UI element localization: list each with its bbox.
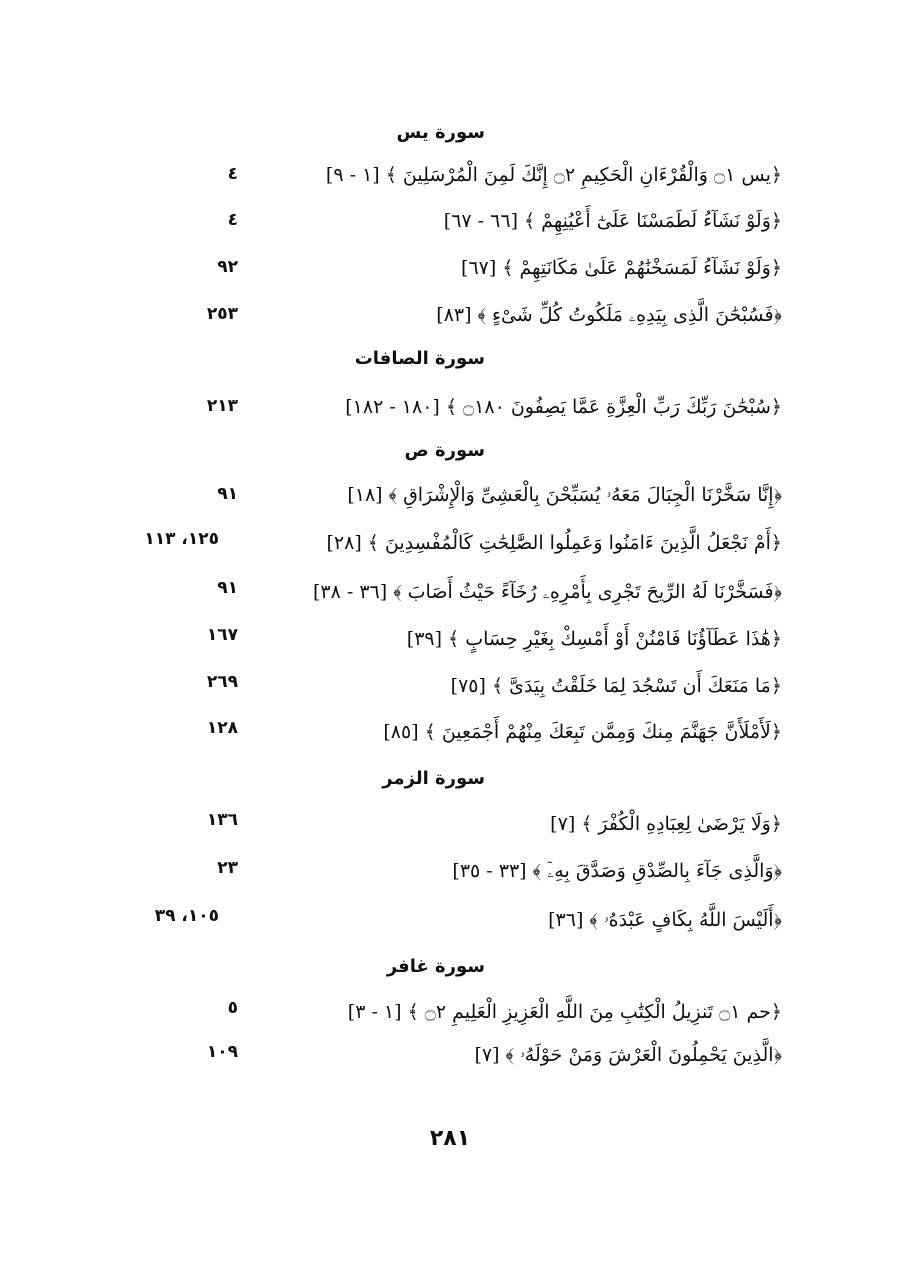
verse-entry: ﴿إِنَّا سَخَّرْنَا الْجِبَالَ مَعَهُۥ يُسَبِّحْنَ بِالْعَشِىِّ وَالْإِشْرَاقِ ﴾ [١٨]: [347, 484, 782, 506]
verse-entry: ﴿فَسَخَّرْنَا لَهُ الرِّيحَ تَجْرِى بِأَمْرِهِۦ رُخَآءً حَيْثُ أَصَابَ ﴾ [٣٦ - ٣٨]: [313, 581, 782, 603]
verse-entry: ﴿الَّذِينَ يَحْمِلُونَ الْعَرْشَ وَمَنْ حَوْلَهُۥ ﴾ [٧]: [474, 1044, 782, 1066]
verse-entry: ﴿أَلَيْسَ اللَّهُ بِكَافٍ عَبْدَهُۥ ﴾ [٣٦]: [548, 909, 782, 931]
page-reference: ٩٢: [217, 257, 238, 277]
surah-heading-sad: سورة ص: [404, 440, 485, 461]
surah-heading-as-saffat: سورة الصافات: [354, 348, 485, 369]
verse-entry: ﴿مَا مَنَعَكَ أَن تَسْجُدَ لِمَا خَلَقْتُ بِيَدَىَّ ﴾ [٧٥]: [450, 675, 782, 697]
verse-entry: ﴿فَسُبْحَٰنَ الَّذِى بِيَدِهِۦ مَلَكُوتُ كُلِّ شَىْءٍ ﴾ [٨٣]: [436, 304, 782, 326]
page-reference: ١٢٨: [206, 718, 238, 738]
verse-entry: ﴿وَلَا يَرْضَىٰ لِعِبَادِهِ الْكُفْرَ ﴾ [٧]: [550, 813, 782, 835]
page-reference: ٢٦٩: [206, 672, 238, 692]
verse-entry: ﴿يس ۝١ وَالْقُرْءَانِ الْحَكِيمِ ۝٢ إِنَّكَ لَمِنَ الْمُرْسَلِينَ ﴾ [١ - ٩]: [325, 164, 782, 186]
verse-entry: ﴿لَأَمْلَأَنَّ جَهَنَّمَ مِنكَ وَمِمَّن تَبِعَكَ مِنْهُمْ أَجْمَعِينَ ﴾ [٨٥]: [383, 721, 782, 743]
page-reference: ٥: [227, 998, 238, 1018]
verse-entry: ﴿وَلَوْ نَشَآءُ لَطَمَسْنَا عَلَىٰٓ أَعْيُنِهِمْ ﴾ [٦٦ - ٦٧]: [443, 210, 782, 232]
page-reference: ١٣٦: [206, 810, 238, 830]
surah-heading-az-zumar: سورة الزمر: [382, 768, 485, 789]
page-reference: ١٦٧: [206, 625, 238, 645]
page-reference: ٤: [227, 164, 238, 184]
page-reference: ٢٣: [217, 858, 238, 878]
page-reference: ٤: [227, 210, 238, 230]
verse-entry: ﴿هَٰذَا عَطَآؤُنَا فَامْنُنْ أَوْ أَمْسِكْ بِغَيْرِ حِسَابٍ ﴾ [٣٩]: [406, 628, 782, 650]
verse-entry: ﴿سُبْحَٰنَ رَبِّكَ رَبِّ الْعِزَّةِ عَمَّا يَصِفُونَ ۝١٨٠ ﴾ [١٨٠ - ١٨٢]: [345, 396, 782, 418]
surah-heading-yasin: سورة يس: [396, 122, 485, 143]
page-reference: ٢٥٣: [206, 304, 238, 324]
verse-entry: ﴿أَمْ نَجْعَلُ الَّذِينَ ءَامَنُوا وَعَمِلُوا الصَّٰلِحَٰتِ كَالْمُفْسِدِينَ ﴾ [٢٨]: [326, 532, 782, 554]
page-reference: ١٠٥، ٣٩: [154, 906, 219, 926]
surah-heading-ghafir: سورة غافر: [386, 956, 485, 977]
page-reference: ٢١٣: [206, 396, 238, 416]
page-number: ٢٨١: [429, 1126, 471, 1151]
page-reference: ٩١: [217, 578, 238, 598]
page-reference: ١٢٥، ١١٣: [144, 529, 219, 549]
verse-entry: ﴿وَالَّذِى جَآءَ بِالصِّدْقِ وَصَدَّقَ بِهِۦٓ ﴾ [٣٣ - ٣٥]: [452, 860, 782, 882]
verse-entry: ﴿حم ۝١ تَنزِيلُ الْكِتَٰبِ مِنَ اللَّهِ الْعَزِيزِ الْعَلِيمِ ۝٢ ﴾ [١ - ٣]: [347, 1001, 782, 1023]
verse-entry: ﴿وَلَوْ نَشَآءُ لَمَسَخْنَٰهُمْ عَلَىٰ مَكَانَتِهِمْ ﴾ [٦٧]: [461, 257, 782, 279]
page-reference: ١٠٩: [206, 1042, 238, 1062]
page-reference: ٩١: [217, 484, 238, 504]
